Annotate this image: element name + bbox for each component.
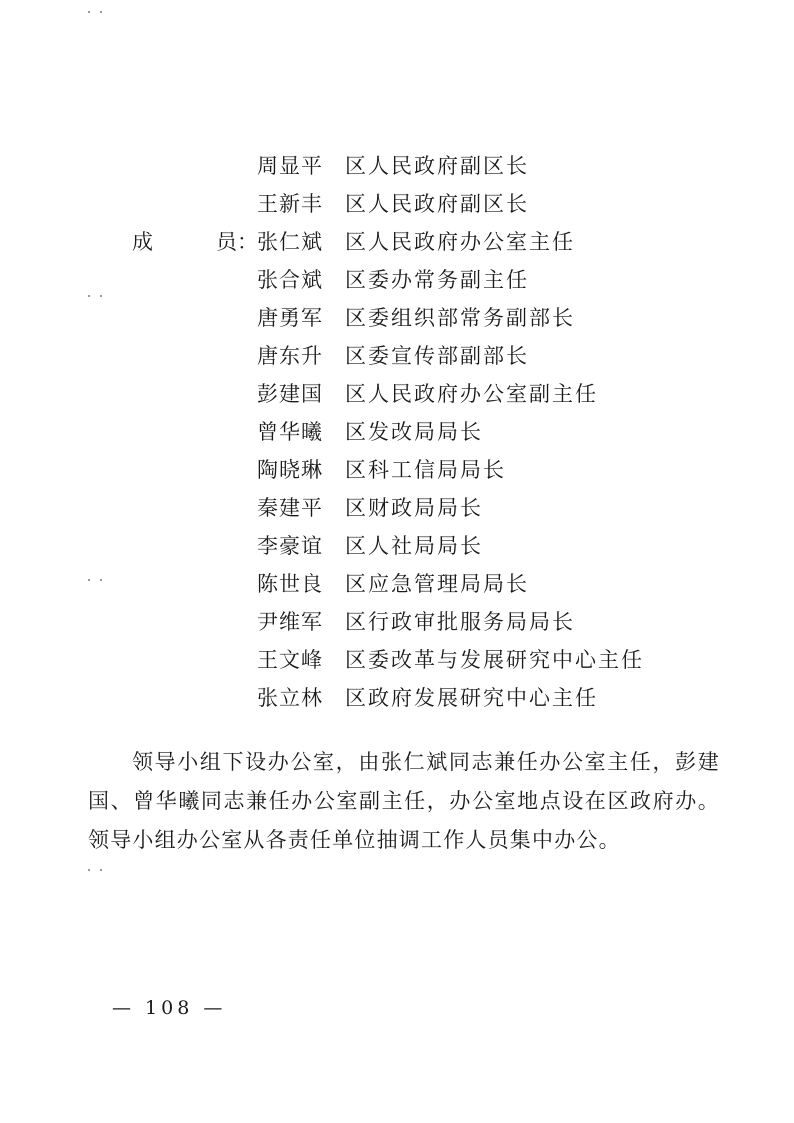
member-name: 张立林: [257, 686, 323, 710]
member-row: [0, 451, 794, 489]
member-title: 区科工信局局长: [345, 458, 506, 482]
member-title: 区委改革与发展研究中心主任: [345, 648, 644, 672]
member-name: 张仁斌: [257, 230, 323, 254]
member-title: 区委宣传部副部长: [345, 344, 529, 368]
member-title: 区人民政府办公室副主任: [345, 382, 598, 406]
member-title: 区委办常务副主任: [345, 268, 529, 292]
member-row: [0, 527, 794, 565]
member-title: 区应急管理局局长: [345, 572, 529, 596]
member-name: 秦建平: [257, 496, 323, 520]
scan-dot-mark: [88, 868, 108, 872]
member-list: [0, 147, 794, 717]
member-name: 唐勇军: [257, 306, 323, 330]
member-name: 李豪谊: [257, 534, 323, 558]
member-name: 尹维军: [257, 610, 323, 634]
office-description-paragraph: 领导小组下设办公室，由张仁斌同志兼任办公室主任，彭建国、曾华曦同志兼任办公室副主任，办公室地点设在区政府办。领导小组办公室从各责任单位抽调工作人员集中办公。: [88, 750, 720, 852]
member-name: 王文峰: [257, 648, 323, 672]
member-title: 区行政审批服务局局长: [345, 610, 575, 634]
member-row: [0, 261, 794, 299]
member-row: [0, 679, 794, 717]
member-row: [0, 299, 794, 337]
member-title: 区财政局局长: [345, 496, 483, 520]
member-title: 区人民政府副区长: [345, 192, 529, 216]
member-row: [0, 147, 794, 185]
member-name: 陈世良: [257, 572, 323, 596]
scan-dot-mark: [88, 10, 108, 14]
member-row: [0, 375, 794, 413]
member-title: 区发改局局长: [345, 420, 483, 444]
member-name: 彭建国: [257, 382, 323, 406]
member-row: [0, 565, 794, 603]
member-title: 区人民政府副区长: [345, 154, 529, 178]
member-row: [0, 337, 794, 375]
member-title: 区人民政府办公室主任: [345, 230, 575, 254]
member-row: [0, 603, 794, 641]
role-label-first: 成: [132, 230, 153, 254]
member-row: [0, 185, 794, 223]
member-name: 曾华曦: [257, 420, 323, 444]
member-name: 王新丰: [257, 192, 323, 216]
member-name: 陶晓琳: [257, 458, 323, 482]
member-name: 周显平: [257, 154, 323, 178]
member-row: [0, 641, 794, 679]
member-name: 唐东升: [257, 344, 323, 368]
member-row: [0, 489, 794, 527]
member-row: [0, 223, 794, 261]
member-title: 区人社局局长: [345, 534, 483, 558]
member-row: [0, 413, 794, 451]
member-name: 张合斌: [257, 268, 323, 292]
page-number: — 108 —: [112, 997, 227, 1019]
member-title: 区政府发展研究中心主任: [345, 686, 598, 710]
member-title: 区委组织部常务副部长: [345, 306, 575, 330]
role-label-second: 员：: [216, 230, 258, 254]
